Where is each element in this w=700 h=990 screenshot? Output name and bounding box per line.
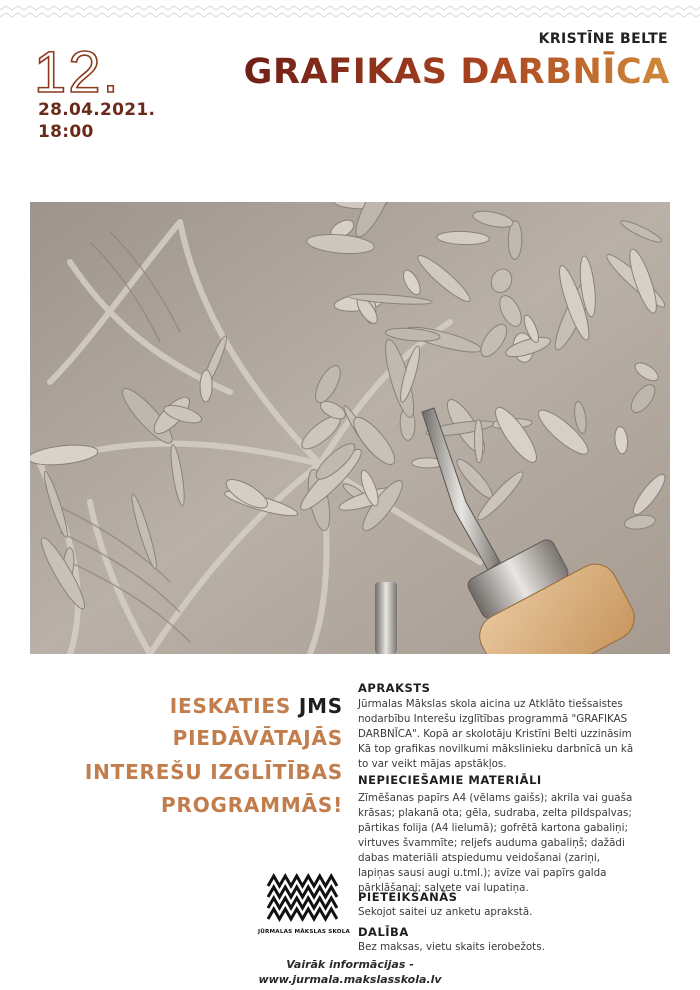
apraksts-line: to var veikt mājas apstākļos. — [358, 758, 507, 770]
section-heading-materiali: NEPIECIEŠAMIE MATERIĀLI — [358, 773, 542, 787]
slogan-line-3: INTEREŠU IZGLĪTĪBAS — [84, 760, 343, 784]
author-name: KRISTĪNE BELTE — [538, 31, 668, 47]
materiali-line: dabas materiāli atspiedumu veidošanai (zariņi, — [358, 852, 601, 864]
section-heading-pieteiksanas: PIETEIKŠANĀS — [358, 890, 458, 904]
apraksts-line: Kā top grafikas novilkumi mākslinieku darbnīcā un kā — [358, 743, 634, 755]
school-logo-icon — [266, 872, 338, 924]
section-heading-apraksts: APRAKSTS — [358, 681, 431, 695]
apraksts-line: Jūrmalas Mākslas skola aicina uz Atklāto tiešsaistes — [358, 698, 623, 710]
section-heading-daliba: DALĪBA — [358, 925, 409, 939]
zigzag-border-top — [0, 0, 700, 24]
materiali-line: pārtikas folija (A4 lielumā); gofrētā kartona gabaliņi; — [358, 822, 628, 834]
apraksts-line: DARBNĪCA". Kopā ar skolotāju Kristīni Belti uzzināsim — [358, 728, 632, 740]
pieteiksanas-line: Sekojot saitei uz anketu aprakstā. — [358, 906, 533, 918]
slogan-jms: JMS — [298, 694, 343, 718]
materiali-line: Zīmēšanas papīrs A4 (vēlams gaišs); akrila vai guaša — [358, 792, 633, 804]
materiali-line: virtuves švammīte; reljefs auduma gabaliņš; dažādi — [358, 837, 625, 849]
materiali-line: lapiņas sausi augi u.tml.); avīze vai papīrs galda — [358, 867, 607, 879]
event-date: 28.04.2021. — [38, 100, 156, 120]
slogan-text: IESKATIES — [169, 694, 299, 718]
event-time: 18:00 — [38, 122, 94, 142]
slogan-line-4: PROGRAMMĀS! — [161, 793, 343, 817]
slogan-line-2: PIEDĀVĀTAJĀS — [172, 726, 343, 750]
materiali-line: krāsas; plakanā ota; gēla, sudraba, zelta pildspalvas; — [358, 807, 632, 819]
linocut-photo — [30, 202, 670, 654]
daliba-line: Bez maksas, vietu skaits ierobežots. — [358, 941, 545, 953]
apraksts-line: nodarbību Interešu izglītības programmā "GRAFIKAS — [358, 713, 628, 725]
school-logo-text: JŪRMALAS MĀKSLAS SKOLA — [258, 929, 350, 935]
footer-website-link[interactable]: www.jurmala.makslasskola.lv — [258, 973, 442, 986]
slogan-line-1 — [170, 694, 343, 718]
materiali-line: pārklāšanai; salvete vai lupatiņa. — [358, 882, 529, 894]
page-title: GRAFIKAS DARBNĪCA — [243, 52, 670, 92]
event-number: 12. — [34, 40, 121, 105]
footer-info-label: Vairāk informācijas - — [286, 958, 414, 971]
